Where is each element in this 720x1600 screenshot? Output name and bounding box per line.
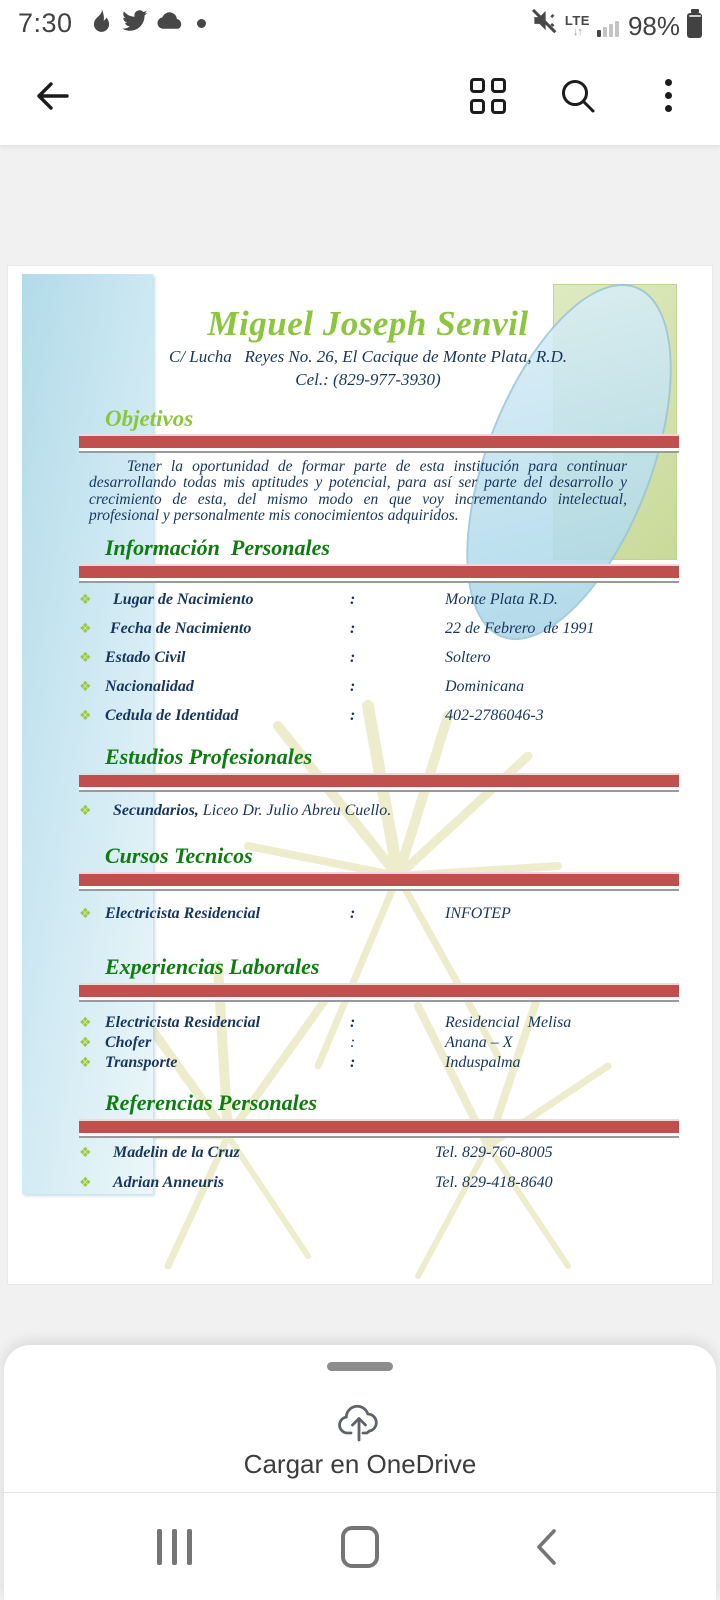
cloud-icon bbox=[157, 11, 184, 35]
upload-onedrive-label: Cargar en OneDrive bbox=[243, 1449, 477, 1479]
referencia-row: ❖ Madelin de la Cruz Tel. 829-760-8005 bbox=[79, 1143, 553, 1161]
grid-view-button[interactable] bbox=[460, 68, 516, 124]
back-icon bbox=[531, 1527, 561, 1567]
diamond-bullet-icon: ❖ bbox=[79, 905, 92, 922]
section-title-experiencias: Experiencias Laborales bbox=[105, 953, 320, 979]
info-row: ❖ Nacionalidad : Dominicana bbox=[79, 677, 525, 695]
signal-icon bbox=[597, 21, 619, 37]
diamond-bullet-icon: ❖ bbox=[79, 649, 92, 666]
section-divider-bar bbox=[79, 983, 679, 1000]
referencia-row: ❖ Adrian Anneuris Tel. 829-418-8640 bbox=[79, 1173, 553, 1191]
overflow-menu-icon bbox=[665, 79, 672, 112]
diamond-bullet-icon: ❖ bbox=[79, 1144, 92, 1161]
info-row: ❖ Cedula de Identidad : 402-2786046-3 bbox=[79, 706, 544, 724]
diamond-bullet-icon: ❖ bbox=[79, 802, 92, 819]
grid-view-icon bbox=[470, 78, 506, 114]
status-bar bbox=[0, 0, 720, 46]
diamond-bullet-icon: ❖ bbox=[79, 1054, 92, 1071]
nav-back-button[interactable] bbox=[518, 1519, 574, 1575]
diamond-bullet-icon: ❖ bbox=[79, 620, 92, 637]
section-title-referencias: Referencias Personales bbox=[105, 1089, 318, 1115]
back-arrow-icon bbox=[32, 76, 72, 116]
network-type-icon: LTE ↓↑ bbox=[564, 13, 590, 38]
search-icon bbox=[557, 75, 599, 117]
section-divider-bar bbox=[79, 434, 679, 451]
estudios-row: ❖ Secundarios, Liceo Dr. Julio Abreu Cuello. bbox=[79, 801, 392, 819]
info-row: ❖ Lugar de Nacimiento : Monte Plata R.D. bbox=[79, 590, 558, 608]
cv-body bbox=[79, 406, 679, 1204]
home-button[interactable] bbox=[332, 1519, 388, 1575]
mute-icon bbox=[531, 7, 558, 39]
diamond-bullet-icon: ❖ bbox=[79, 1174, 92, 1191]
recents-button[interactable] bbox=[146, 1519, 202, 1575]
experiencia-row: ❖ Chofer : Anana – X bbox=[79, 1033, 513, 1051]
section-divider-bar bbox=[79, 773, 679, 790]
diamond-bullet-icon: ❖ bbox=[79, 1014, 92, 1031]
info-row: ❖ Fecha de Nacimiento : 22 de Febrero de 1991 bbox=[79, 619, 595, 637]
app-bar bbox=[0, 46, 720, 146]
section-divider-bar bbox=[79, 564, 679, 581]
search-button[interactable] bbox=[550, 68, 606, 124]
overflow-menu-button[interactable] bbox=[640, 68, 696, 124]
cv-name: Miguel Joseph Senvil bbox=[207, 304, 529, 343]
section-divider-bar bbox=[79, 1119, 679, 1136]
flame-icon bbox=[90, 8, 113, 39]
upload-onedrive-action[interactable] bbox=[4, 1403, 716, 1480]
recents-icon bbox=[157, 1529, 192, 1565]
back-button[interactable] bbox=[24, 68, 80, 124]
cloud-upload-icon bbox=[337, 1403, 383, 1443]
info-row: ❖ Estado Civil : Soltero bbox=[79, 648, 491, 666]
sheet-drag-handle[interactable] bbox=[327, 1362, 393, 1371]
navigation-bar bbox=[4, 1493, 716, 1600]
diamond-bullet-icon: ❖ bbox=[79, 591, 92, 608]
bottom-sheet bbox=[4, 1345, 716, 1600]
diamond-bullet-icon: ❖ bbox=[79, 707, 92, 724]
objetivos-text: Tener la oportunidad de formar parte de esta institución para continuar desarrollando todas mis aptitudes y potencial, para así ser parte del desarrollo y crecimiento de esta, del mismo modo en que voy incrementando intelectual, profesional y personalmente mis conocimientos adquiridos. bbox=[89, 458, 627, 525]
home-icon bbox=[341, 1526, 379, 1568]
twitter-icon bbox=[122, 10, 148, 37]
document-page[interactable] bbox=[7, 265, 713, 1285]
cursos-row: ❖ Electricista Residencial : INFOTEP bbox=[79, 904, 511, 922]
battery-icon bbox=[687, 13, 702, 38]
battery-percent: 98% bbox=[627, 11, 680, 41]
section-divider-bar bbox=[79, 872, 679, 889]
experiencia-row: ❖ Electricista Residencial : Residencial Melisa bbox=[79, 1013, 572, 1031]
cv-phone: Cel.: (829-977-3930) bbox=[295, 370, 441, 389]
section-title-estudios: Estudios Profesionales bbox=[105, 743, 313, 769]
experiencia-row: ❖ Transporte : Induspalma bbox=[79, 1053, 521, 1071]
section-title-informacion: Información Personales bbox=[105, 534, 330, 560]
cv-address: C/ Lucha Reyes No. 26, El Cacique de Monte Plata, R.D. bbox=[168, 347, 567, 366]
section-title-objetivos: Objetivos bbox=[105, 406, 194, 431]
section-title-cursos: Cursos Tecnicos bbox=[105, 842, 253, 868]
notification-dot bbox=[197, 19, 206, 28]
cv-header bbox=[158, 304, 578, 390]
clock: 7:30 bbox=[18, 7, 73, 38]
diamond-bullet-icon: ❖ bbox=[79, 1034, 92, 1051]
diamond-bullet-icon: ❖ bbox=[79, 678, 92, 695]
